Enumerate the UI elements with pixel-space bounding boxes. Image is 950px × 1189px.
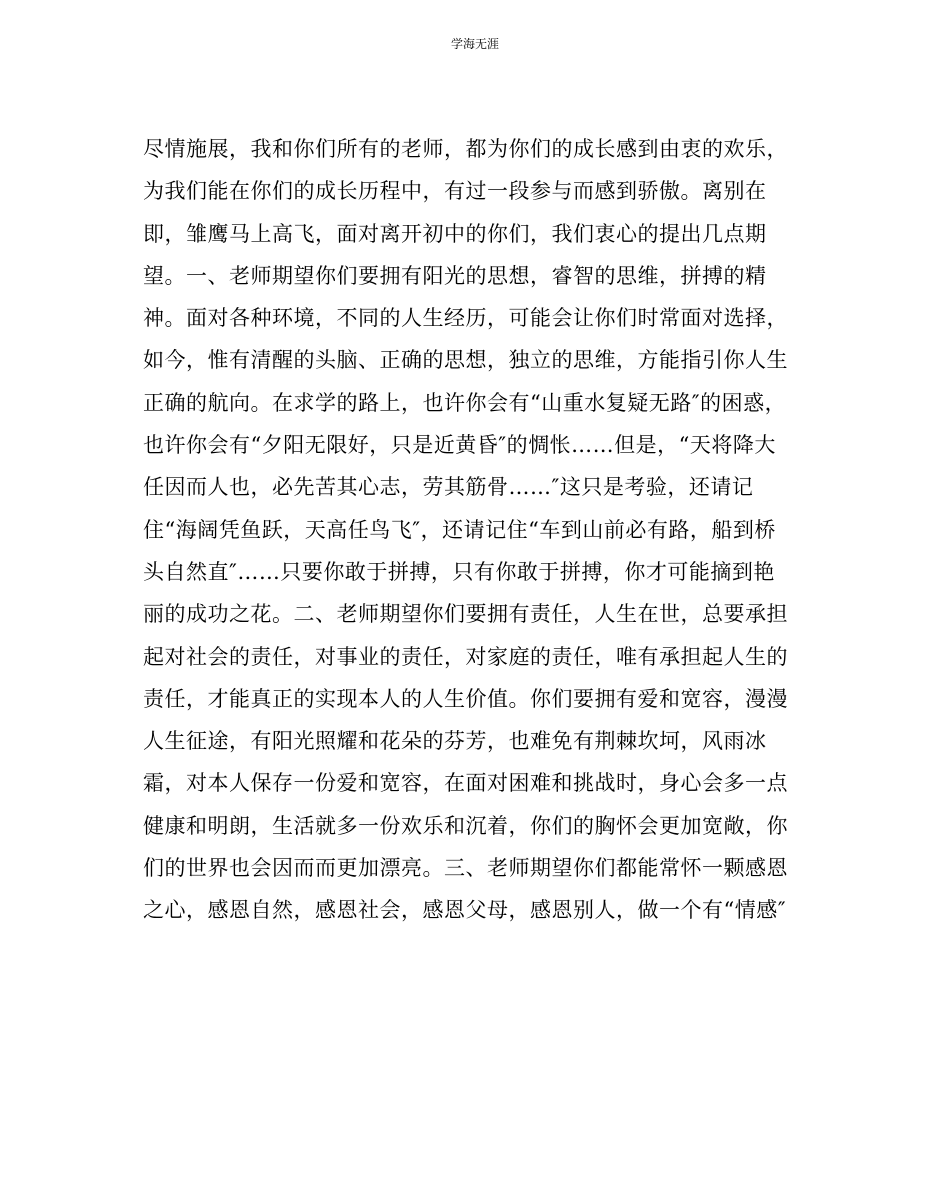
text-line: 正确的航向。在求学的路上，也许你会有“山重水复疑无路″的困惑，: [143, 390, 787, 415]
text-line: 也许你会有“夕阳无限好，只是近黄昏″的惆怅……但是，“天将降大: [143, 433, 776, 458]
text-line: 望。一、老师期望你们要拥有阳光的思想，睿智的思维，拼搏的精: [143, 263, 767, 288]
text-line: 神。面对各种环境，不同的人生经历，可能会让你们时常面对选择，: [143, 306, 788, 331]
text-line: 人生征途，有阳光照耀和花朵的芬芳，也难免有荆棘坎坷，风雨冰: [143, 729, 767, 754]
page-header: 学海无涯: [450, 37, 499, 51]
text-line: 为我们能在你们的成长历程中，有过一段参与而感到骄傲。离别在: [143, 179, 767, 204]
text-line: 任因而人也，必先苦其心志，劳其筋骨……″这只是考验，还请记: [143, 475, 754, 500]
text-line: 们的世界也会因而而更加漂亮。三、老师期望你们都能常怀一颗感恩: [143, 856, 788, 881]
text-line: 尽情施展，我和你们所有的老师，都为你们的成长感到由衷的欢乐，: [143, 137, 788, 161]
text-line: 头自然直″……只要你敢于拼搏，只有你敢于拼搏，你才可能摘到艳: [143, 559, 775, 584]
text-line: 之心，感恩自然，感恩社会，感恩父母，感恩别人，做一个有“情感″: [143, 898, 787, 923]
text-line: 起对社会的责任，对事业的责任，对家庭的责任，唯有承担起人生的: [143, 644, 788, 669]
text-line: 如今，惟有清醒的头脑、正确的思想，独立的思维，方能指引你人生: [143, 348, 788, 373]
body-text: [143, 128, 813, 932]
text-line: 责任，才能真正的实现本人的人生价值。你们要拥有爱和宽容，漫漫: [143, 686, 788, 711]
text-line: 住“海阔凭鱼跃，天高任鸟飞″，还请记住“车到山前必有路，船到桥: [143, 517, 776, 542]
text-line: 健康和明朗，生活就多一份欢乐和沉着，你们的胸怀会更加宽敞，你: [143, 813, 788, 838]
text-line: 丽的成功之花。二、老师期望你们要拥有责任，人生在世，总要承担: [143, 602, 788, 627]
text-line: 即，雏鹰马上高飞，面对离开初中的你们，我们衷心的提出几点期: [143, 221, 767, 246]
text-line: 霜，对本人保存一份爱和宽容，在面对困难和挑战时，身心会多一点: [143, 771, 788, 796]
